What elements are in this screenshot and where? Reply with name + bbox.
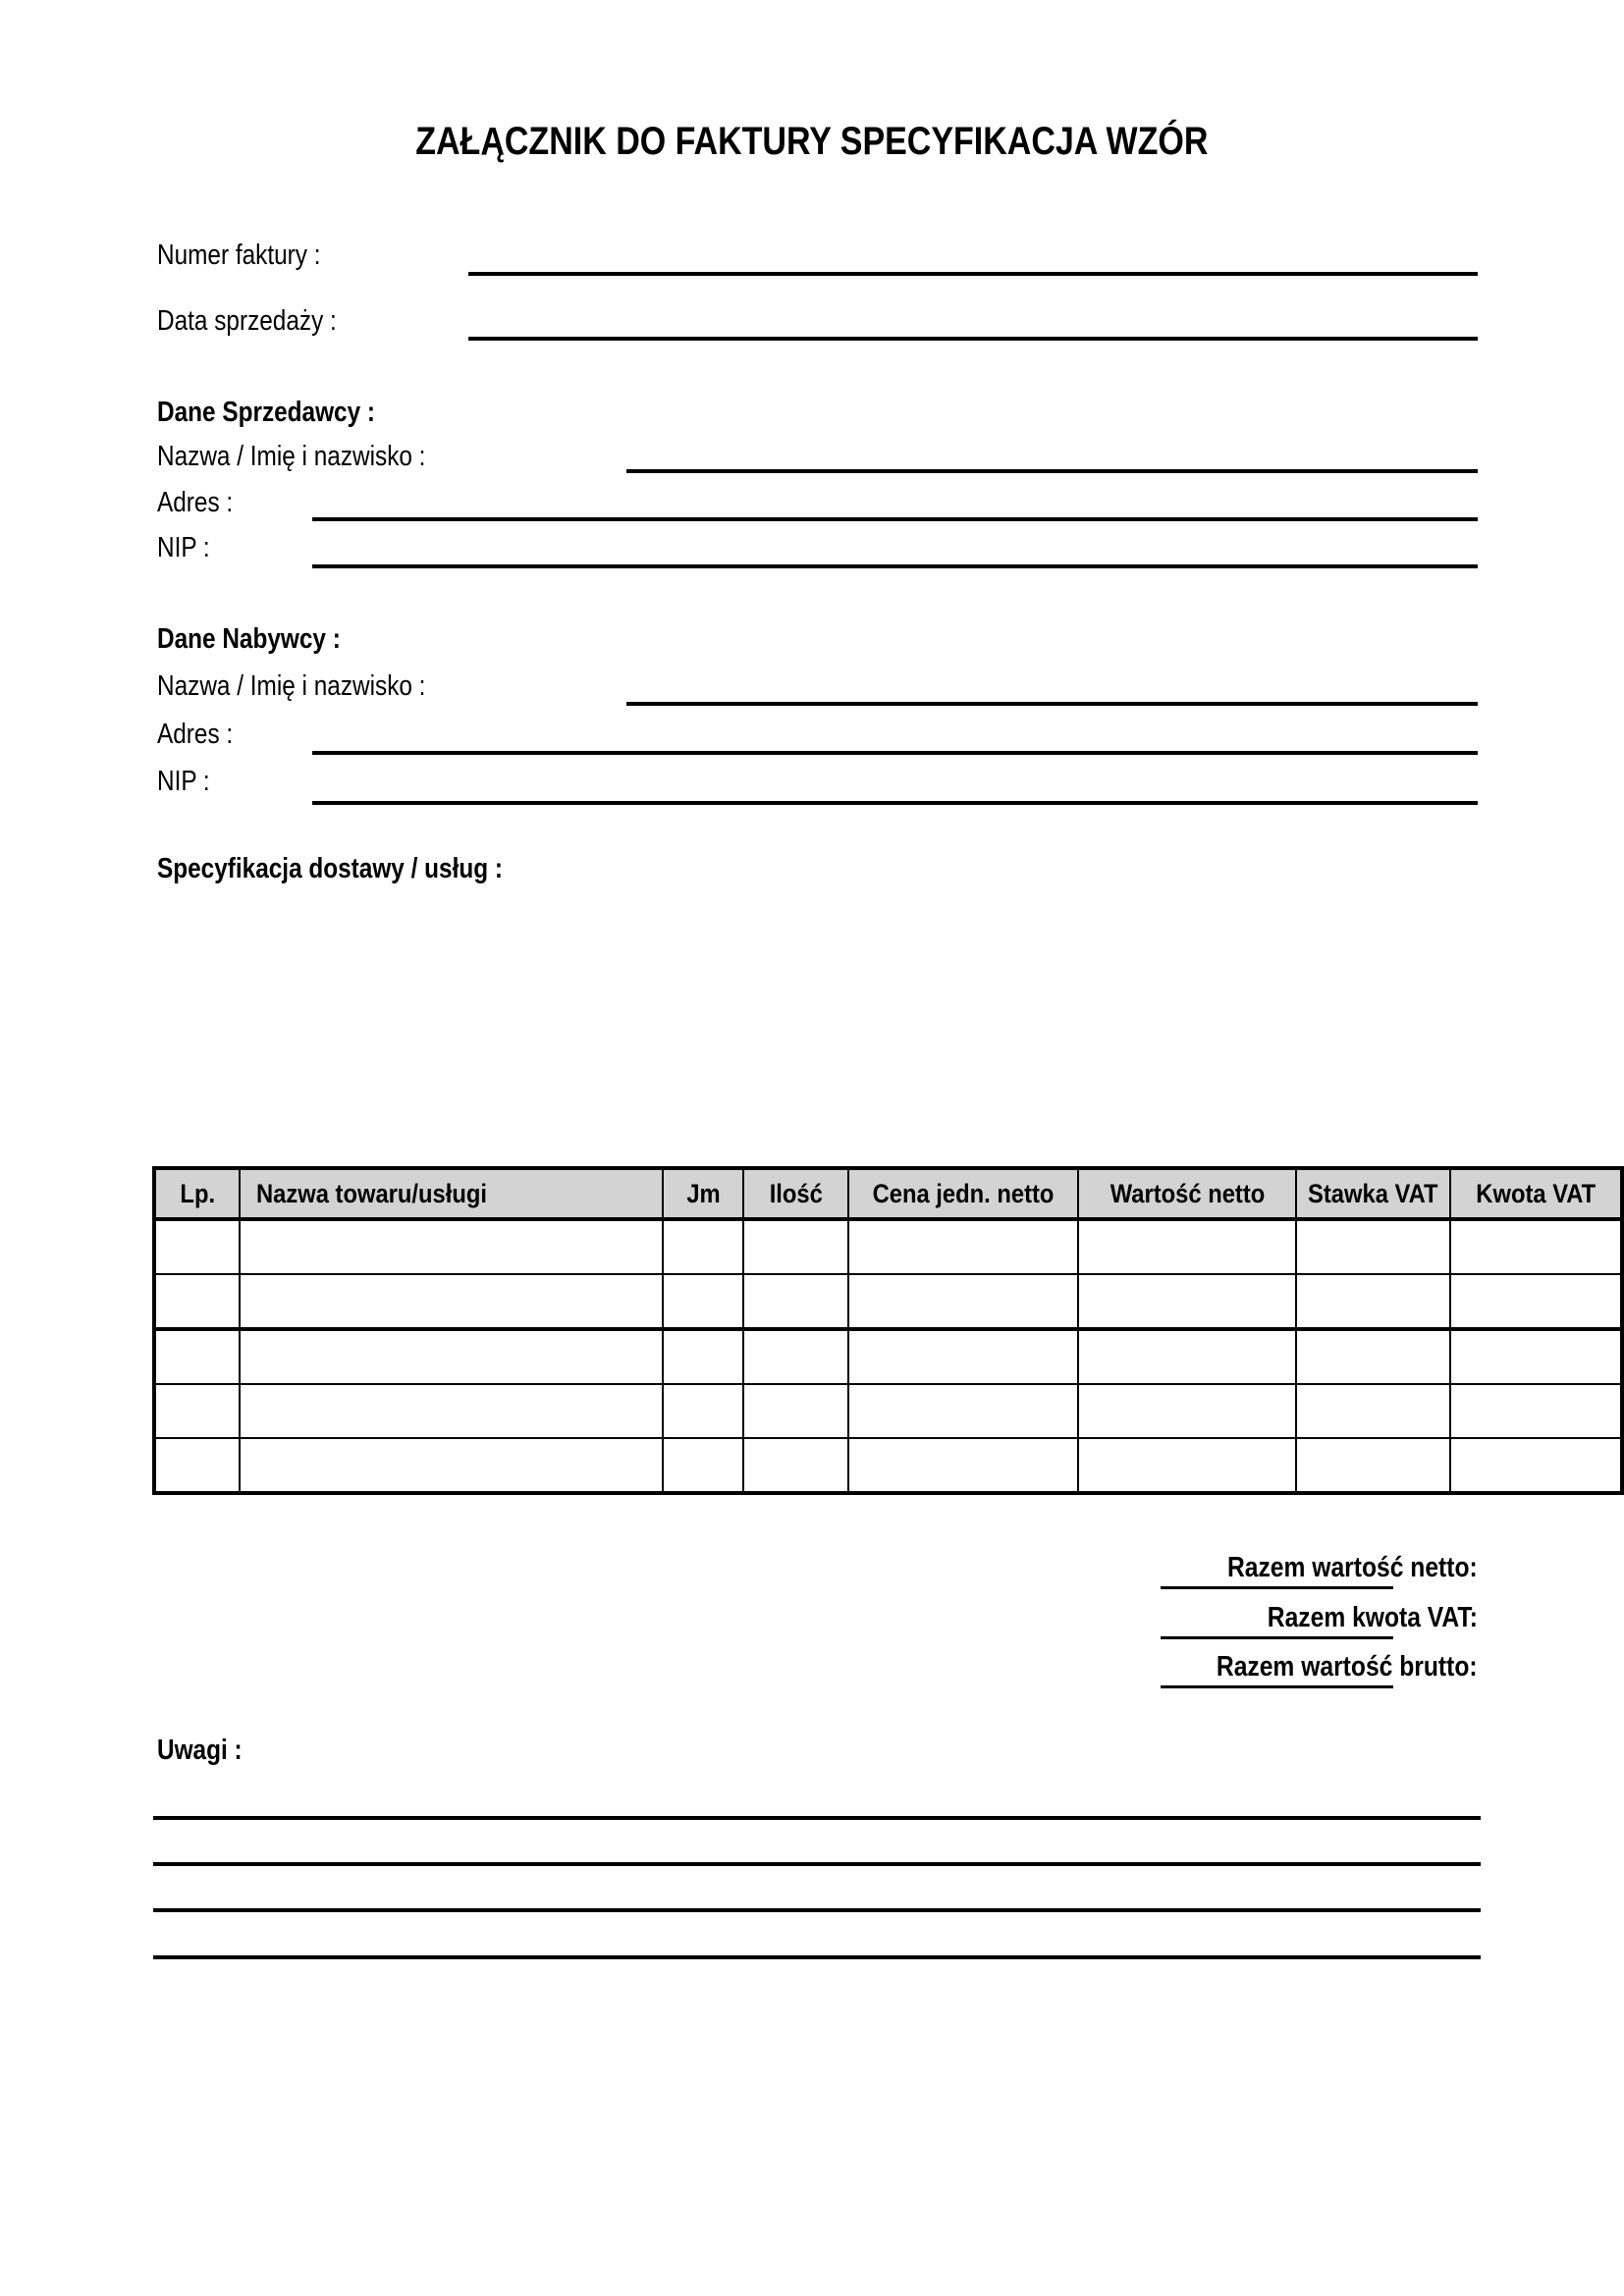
- table-cell: [1296, 1438, 1450, 1493]
- table-cell: [1450, 1274, 1622, 1329]
- table-cell: [1450, 1438, 1622, 1493]
- table-cell: [663, 1329, 743, 1384]
- col-header-lp: Lp.: [154, 1168, 240, 1219]
- table-cell: [1296, 1274, 1450, 1329]
- table-cell: [154, 1438, 240, 1493]
- invoice-number-label: Numer faktury :: [157, 240, 321, 271]
- col-header-stawka-vat: Stawka VAT: [1296, 1168, 1450, 1219]
- table-cell: [1296, 1329, 1450, 1384]
- table-row: [154, 1219, 1622, 1274]
- table-cell: [663, 1384, 743, 1438]
- table-cell: [1296, 1219, 1450, 1274]
- page-title: ZAŁĄCZNIK DO FAKTURY SPECYFIKACJA WZÓR: [415, 120, 1209, 163]
- total-net-label: Razem wartość netto:: [1227, 1552, 1478, 1583]
- buyer-address-line: [312, 751, 1478, 755]
- buyer-nip-line: [312, 801, 1478, 805]
- seller-nip-line: [312, 564, 1478, 568]
- total-gross-line: [1161, 1685, 1393, 1688]
- table-cell: [1078, 1438, 1296, 1493]
- seller-nip-label: NIP :: [157, 532, 210, 563]
- table-cell: [848, 1384, 1078, 1438]
- table-cell: [154, 1274, 240, 1329]
- seller-address-line: [312, 517, 1478, 521]
- table-cell: [743, 1384, 848, 1438]
- table-cell: [1078, 1274, 1296, 1329]
- seller-name-line: [626, 469, 1478, 473]
- buyer-name-line: [626, 702, 1478, 706]
- col-header-kwota-vat: Kwota VAT: [1450, 1168, 1622, 1219]
- table-cell: [240, 1438, 663, 1493]
- buyer-name-label: Nazwa / Imię i nazwisko :: [157, 670, 426, 702]
- table-cell: [240, 1274, 663, 1329]
- table-cell: [240, 1329, 663, 1384]
- table-cell: [848, 1329, 1078, 1384]
- notes-heading: Uwagi :: [157, 1735, 243, 1766]
- table-cell: [1078, 1219, 1296, 1274]
- table-cell: [743, 1274, 848, 1329]
- seller-address-label: Adres :: [157, 487, 234, 518]
- total-net-row: [1154, 1552, 1478, 1583]
- specification-heading: Specyfikacja dostawy / usług :: [157, 853, 503, 884]
- table-cell: [1450, 1219, 1622, 1274]
- total-net-line: [1161, 1586, 1393, 1589]
- table-cell: [848, 1274, 1078, 1329]
- notes-line-3: [153, 1908, 1481, 1912]
- table-cell: [663, 1274, 743, 1329]
- buyer-heading: Dane Nabywcy :: [157, 623, 341, 655]
- col-header-cena-jedn-netto: Cena jedn. netto: [848, 1168, 1078, 1219]
- invoice-number-line: [468, 272, 1478, 276]
- total-gross-label: Razem wartość brutto:: [1217, 1651, 1478, 1682]
- table-cell: [743, 1329, 848, 1384]
- buyer-nip-label: NIP :: [157, 766, 210, 797]
- col-header-ilosc: Ilość: [743, 1168, 848, 1219]
- notes-line-4: [153, 1955, 1481, 1959]
- seller-name-label: Nazwa / Imię i nazwisko :: [157, 441, 426, 472]
- table-cell: [743, 1219, 848, 1274]
- buyer-address-label: Adres :: [157, 719, 234, 750]
- table-row: [154, 1384, 1622, 1438]
- col-header-nazwa: Nazwa towaru/usługi: [240, 1168, 663, 1219]
- total-vat-label: Razem kwota VAT:: [1267, 1602, 1478, 1633]
- table-cell: [663, 1219, 743, 1274]
- table-body: [154, 1219, 1622, 1493]
- table-row: [154, 1329, 1622, 1384]
- table-cell: [154, 1329, 240, 1384]
- col-header-jm: Jm: [663, 1168, 743, 1219]
- specification-table: [152, 1166, 1624, 1495]
- table-cell: [848, 1438, 1078, 1493]
- total-vat-row: [1154, 1602, 1478, 1633]
- table-cell: [154, 1384, 240, 1438]
- notes-line-2: [153, 1862, 1481, 1866]
- sale-date-label: Data sprzedaży :: [157, 305, 337, 337]
- table-cell: [663, 1438, 743, 1493]
- total-gross-row: [1154, 1651, 1478, 1682]
- table-cell: [154, 1219, 240, 1274]
- table-cell: [240, 1219, 663, 1274]
- sale-date-line: [468, 337, 1478, 341]
- table-row: [154, 1438, 1622, 1493]
- col-header-wartosc-netto: Wartość netto: [1078, 1168, 1296, 1219]
- total-vat-line: [1161, 1636, 1393, 1639]
- notes-line-1: [153, 1816, 1481, 1820]
- table-header-row: [154, 1168, 1622, 1219]
- table-cell: [1296, 1384, 1450, 1438]
- table-cell: [1078, 1384, 1296, 1438]
- table-cell: [848, 1219, 1078, 1274]
- table-cell: [743, 1438, 848, 1493]
- table-cell: [240, 1384, 663, 1438]
- seller-heading: Dane Sprzedawcy :: [157, 397, 376, 428]
- table-cell: [1078, 1329, 1296, 1384]
- table-row: [154, 1274, 1622, 1329]
- table-cell: [1450, 1329, 1622, 1384]
- table-cell: [1450, 1384, 1622, 1438]
